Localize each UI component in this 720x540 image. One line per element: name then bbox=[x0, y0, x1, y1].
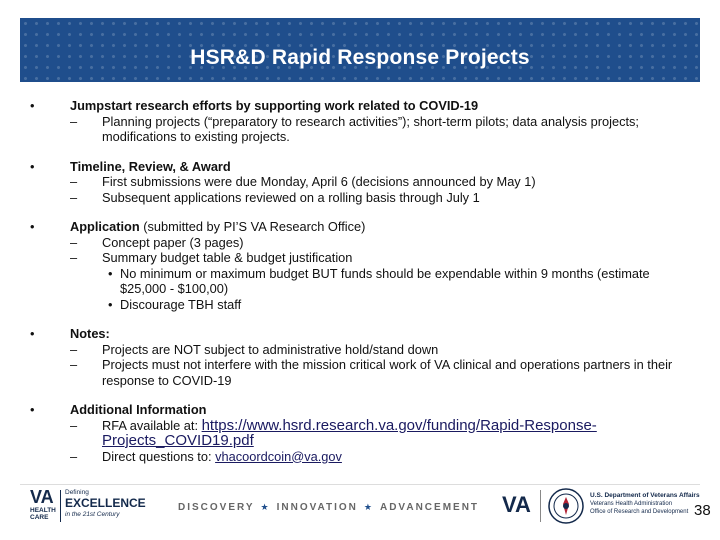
bullet-timeline bbox=[26, 159, 690, 206]
bullet-marker: • bbox=[30, 219, 35, 234]
bullet-heading: Notes: bbox=[70, 326, 110, 341]
sub-item: – Concept paper (3 pages) bbox=[70, 234, 244, 250]
contact-email-link[interactable]: vhacoordcoin@va.gov bbox=[215, 448, 342, 464]
sub-item: – Summary budget table & budget justification bbox=[70, 250, 353, 265]
star-icon: ★ bbox=[363, 502, 374, 512]
sub-sub-item: • No minimum or maximum budget BUT funds should be expendable within 9 months (estimate $25,000 - $100,00) bbox=[108, 265, 650, 296]
bullet-marker: • bbox=[30, 326, 35, 341]
sub-item: – Direct questions to: vhacoordcoin@va.gov bbox=[70, 448, 342, 464]
logo-divider bbox=[540, 490, 541, 522]
va-health-care-logo: VA HEALTH CARE Defining EXCELLENCE in the 21st Century bbox=[30, 487, 146, 521]
footer-tagline: DISCOVERY ★ INNOVATION ★ ADVANCEMENT bbox=[178, 502, 480, 513]
bullet-jumpstart bbox=[26, 98, 690, 145]
footer-divider bbox=[20, 484, 700, 485]
sub-item: – Planning projects (“preparatory to research activities”); short-term pilots; data analysis projects; modifications to existing projects. bbox=[70, 113, 639, 144]
dept-text: U.S. Department of Veterans Affairs Veterans Health Administration Office of Research and Development bbox=[590, 492, 700, 515]
slide-content bbox=[26, 98, 690, 464]
sub-item: – Projects are NOT subject to administrative hold/stand down bbox=[70, 341, 439, 357]
sub-item: – First submissions were due Monday, April 6 (decisions announced by May 1) bbox=[70, 174, 536, 189]
bullet-marker: • bbox=[30, 158, 35, 174]
star-icon: ★ bbox=[260, 502, 271, 512]
bullet-marker: • bbox=[30, 98, 35, 113]
sub-item: – Subsequent applications reviewed on a rolling basis through July 1 bbox=[70, 189, 480, 205]
sub-sub-item: • Discourage TBH staff bbox=[108, 296, 242, 312]
bullet-heading: Additional Information bbox=[70, 402, 207, 417]
bullet-heading: Timeline, Review, & Award bbox=[70, 158, 231, 174]
title-banner bbox=[20, 18, 700, 82]
sub-item: – Projects must not interfere with the mission critical work of VA clinical and operations partners in their response to COVID-19 bbox=[70, 357, 673, 388]
rfa-link[interactable]: https://www.hsrd.research.va.gov/funding/Rapid-Response-Projects_COVID19.pdf bbox=[102, 416, 597, 449]
page-title: HSR&D Rapid Response Projects bbox=[190, 46, 530, 69]
bullet-heading: Jumpstart research efforts by supporting work related to COVID-19 bbox=[70, 98, 479, 113]
sub-item: – RFA available at: https://www.hsrd.research.va.gov/funding/Rapid-Response-Projects_COVID19.pdf bbox=[70, 416, 597, 449]
bullet-application bbox=[26, 219, 690, 312]
bullet-heading: Application (submitted by PI’S VA Research Office) bbox=[70, 219, 366, 234]
bullet-notes bbox=[26, 326, 690, 388]
bullet-additional-info bbox=[26, 402, 690, 464]
va-seal-icon bbox=[548, 488, 584, 524]
bullet-marker: • bbox=[30, 402, 35, 417]
page-number: 38 bbox=[694, 502, 711, 519]
va-logo: VA bbox=[502, 492, 531, 517]
